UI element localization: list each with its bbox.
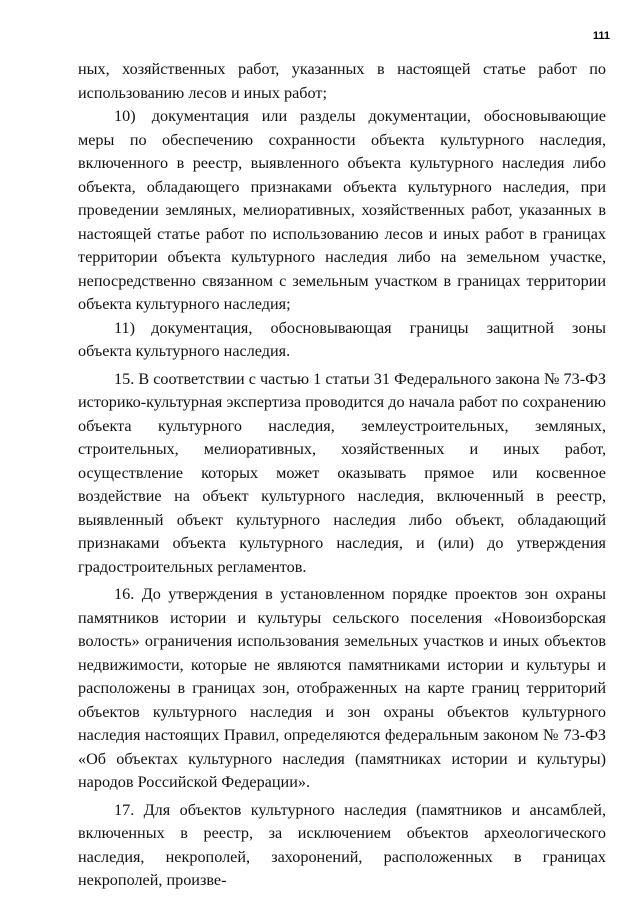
document-body [78, 58, 606, 893]
page-number: 111 [592, 30, 610, 42]
paragraph-16: 16. До утверждения в установленном порядке проектов зон охраны памятников истории и культуры сельского поселения «Новоизборская волость» ограничения использования земельных участков и иных объектов недвижимости, которые не являются памятниками истории и культуры и расположены в границах зон, отображенных на карте границ территорий объектов культурного наследия и зон охраны объектов культурного наследия настоящих Правил, определяются федеральным законом № 73-ФЗ «Об объектах культурного наследия (памятниках истории и культуры) народов Российской Федерации». [78, 585, 606, 791]
paragraph-17: 17. Для объектов культурного наследия (памятников и ансамблей, включенных в реестр, за исключением объектов археологического наследия, некрополей, захоронений, расположенных в границах некрополей, произве- [78, 800, 606, 889]
list-item-10: 10) документация или разделы документации, обосновывающие меры по обеспечению сохранности объекта культурного наследия, включенного в реестр, выявленного объекта культурного наследия либо объекта, обладающего признаками объекта культурного наследия, при проведении земляных, мелиоративных, хозяйственных работ, указанных в настоящей статье работ по использованию лесов и иных работ в границах территории объекта культурного наследия либо на земельном участке, непосредственно связанном с земельным участком в границах территории объекта культурного наследия; [78, 107, 606, 313]
list-item-11: 11) документация, обосновывающая границы защитной зоны объекта культурного наследия. [78, 318, 606, 360]
paragraph-15: 15. В соответствии с частью 1 статьи 31 Федерального закона № 73-ФЗ историко-культурная экспертиза проводится до начала работ по сохранению объекта культурного наследия, землеустроительных, земляных, строительных, мелиоративных, хозяйственных и иных работ, осуществление которых может оказывать прямое или косвенное воздействие на объект культурного наследия, включенный в реестр, выявленный объект культурного наследия либо объект, обладающий признаками объекта культурного наследия, и (или) до утверждения градостроительных регламентов. [78, 369, 606, 576]
paragraph-continuation: ных, хозяйственных работ, указанных в настоящей статье работ по использованию лесов и иных работ; [78, 60, 606, 102]
